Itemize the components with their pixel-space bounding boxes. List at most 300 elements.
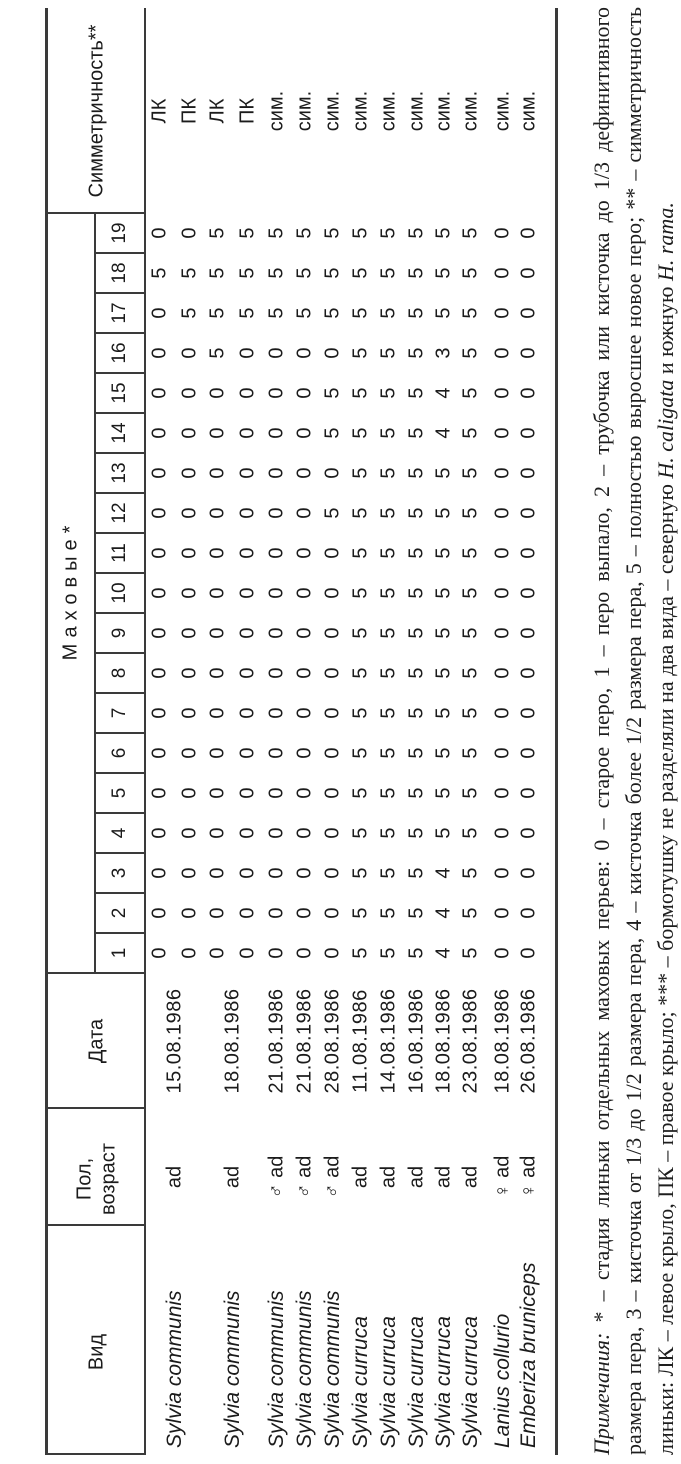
feather-score-cell: 5 (432, 667, 455, 679)
feather-score-cell: 5 (377, 627, 400, 639)
feather-score-cell: 0 (265, 347, 288, 359)
sex-age-cell: ♂ ad (321, 1155, 344, 1199)
feather-score-cell: 5 (459, 707, 482, 719)
feather-score-cell: 0 (517, 227, 540, 239)
footnote-text: и южную (653, 281, 678, 380)
feather-column-header: 13 (109, 462, 130, 484)
feather-score-cell: 0 (148, 787, 171, 799)
footnote-text: * – стадия линьки отдельных маховых перьев: 0 – старое перо, 1 – перо выпало, 2 – трубочка или кисточка до 1/3 дефинитивного (589, 7, 614, 1333)
feather-score-cell: 0 (206, 387, 229, 399)
feather-score-cell: 0 (517, 547, 540, 559)
feather-score-cell: 5 (377, 747, 400, 759)
feather-score-cell: 0 (178, 347, 201, 359)
feather-score-cell: 5 (377, 307, 400, 319)
feather-score-cell: 0 (517, 667, 540, 679)
symmetry-cell: сим. (377, 90, 400, 132)
feather-score-cell: 5 (459, 587, 482, 599)
feather-score-cell: 0 (148, 627, 171, 639)
feather-score-cell: 0 (265, 827, 288, 839)
feather-box-separator (95, 772, 145, 773)
sep-date-primaries (46, 972, 145, 973)
feather-score-cell: 0 (517, 467, 540, 479)
feather-score-cell: 0 (517, 627, 540, 639)
feather-score-cell: 5 (178, 307, 201, 319)
feather-score-cell: 5 (377, 867, 400, 879)
col-header-sex-age-line2: возраст (97, 1143, 120, 1215)
feather-score-cell: 0 (206, 667, 229, 679)
feather-score-cell: 5 (349, 507, 372, 519)
feather-score-cell: 0 (178, 667, 201, 679)
feather-score-cell: 4 (432, 867, 455, 879)
feather-box-separator (95, 412, 145, 413)
feather-score-cell: 5 (405, 267, 428, 279)
feather-score-cell: 5 (432, 707, 455, 719)
date-cell: 23.08.1986 (459, 988, 482, 1094)
feather-score-cell: 0 (293, 787, 316, 799)
feather-score-cell: 0 (321, 667, 344, 679)
date-cell: 15.08.1986 (163, 988, 186, 1094)
feather-score-cell: 5 (377, 667, 400, 679)
feather-score-cell: 5 (377, 587, 400, 599)
feather-score-cell: 0 (265, 507, 288, 519)
feather-score-cell: 5 (206, 267, 229, 279)
footnote-line (621, 7, 647, 1455)
feather-score-cell: 0 (236, 787, 259, 799)
feather-score-cell: 5 (377, 507, 400, 519)
sex-age-cell: ad (163, 1165, 186, 1189)
feather-score-cell: 0 (321, 787, 344, 799)
feather-score-cell: 0 (293, 627, 316, 639)
feather-score-cell: 5 (349, 227, 372, 239)
feather-score-cell: 0 (265, 547, 288, 559)
feather-score-cell: 5 (206, 347, 229, 359)
feather-score-cell: 0 (148, 547, 171, 559)
feather-score-cell: 0 (491, 307, 514, 319)
feather-score-cell: 5 (377, 347, 400, 359)
feather-score-cell: 0 (236, 667, 259, 679)
feather-score-cell: 0 (236, 867, 259, 879)
feather-score-cell: 0 (178, 467, 201, 479)
feather-score-cell: 0 (491, 787, 514, 799)
feather-score-cell: 5 (321, 427, 344, 439)
feather-score-cell: 0 (293, 867, 316, 879)
feather-score-cell: 0 (178, 547, 201, 559)
feather-score-cell: 0 (491, 947, 514, 959)
sex-age-cell: ♂ ad (265, 1155, 288, 1199)
feather-score-cell: 5 (178, 267, 201, 279)
feather-score-cell: 5 (349, 427, 372, 439)
feather-column-header: 16 (109, 342, 130, 364)
feather-column-header: 18 (109, 262, 130, 284)
feather-score-cell: 5 (265, 267, 288, 279)
date-cell: 18.08.1986 (491, 988, 514, 1094)
feather-column-header: 9 (109, 627, 130, 639)
feather-score-cell: 5 (377, 427, 400, 439)
feather-score-cell: 0 (178, 387, 201, 399)
species-cell: Sylvia curruca (405, 1316, 428, 1448)
feather-score-cell: 0 (148, 707, 171, 719)
feather-column-header: 15 (109, 382, 130, 404)
species-cell: Sylvia curruca (432, 1316, 455, 1448)
feather-score-cell: 0 (265, 947, 288, 959)
feather-score-cell: 5 (349, 787, 372, 799)
feather-score-cell: 0 (178, 747, 201, 759)
species-cell: Lanius collurio (491, 1313, 514, 1448)
feather-score-cell: 5 (293, 267, 316, 279)
feather-column-header: 2 (109, 907, 130, 919)
symmetry-cell: сим. (321, 90, 344, 132)
feather-score-cell: 0 (491, 587, 514, 599)
feather-box-separator (95, 372, 145, 373)
feather-score-cell: 5 (321, 267, 344, 279)
feather-score-cell: 5 (349, 387, 372, 399)
footnote-text: линьки: ЛК – левое крыло, ПК – правое крыло; *** – бормотушку не разделяли на два вида – северную (653, 478, 678, 1455)
feather-score-cell: 0 (178, 867, 201, 879)
feather-score-cell: 4 (432, 387, 455, 399)
feather-score-cell: 0 (236, 547, 259, 559)
sex-age-cell: ♀ ad (491, 1155, 514, 1199)
sex-age-cell: ad (221, 1165, 244, 1189)
feather-column-header: 7 (109, 707, 130, 719)
feather-score-cell: 5 (459, 227, 482, 239)
feather-score-cell: 5 (377, 467, 400, 479)
feather-score-cell: 0 (236, 947, 259, 959)
feather-box-separator (95, 932, 145, 933)
feather-score-cell: 0 (491, 267, 514, 279)
feather-score-cell: 0 (206, 547, 229, 559)
feather-score-cell: 0 (148, 747, 171, 759)
feather-score-cell: 0 (321, 707, 344, 719)
feather-score-cell: 5 (405, 507, 428, 519)
feather-score-cell: 0 (517, 427, 540, 439)
species-cell: Emberiza bruniceps (517, 1262, 540, 1448)
feather-score-cell: 5 (405, 307, 428, 319)
feather-score-cell: 0 (517, 747, 540, 759)
feather-score-cell: 0 (148, 307, 171, 319)
feather-score-cell: 0 (293, 467, 316, 479)
feather-score-cell: 0 (517, 387, 540, 399)
feather-score-cell: 0 (148, 507, 171, 519)
species-cell: Sylvia curruca (377, 1316, 400, 1448)
feather-score-cell: 0 (293, 707, 316, 719)
feather-score-cell: 5 (459, 387, 482, 399)
feather-score-cell: 5 (405, 827, 428, 839)
date-cell: 21.08.1986 (293, 988, 316, 1094)
feather-score-cell: 5 (293, 227, 316, 239)
feather-score-cell: 0 (293, 907, 316, 919)
feather-score-cell: 5 (459, 427, 482, 439)
feather-score-cell: 5 (349, 627, 372, 639)
feather-score-cell: 0 (491, 347, 514, 359)
feather-column-header: 6 (109, 747, 130, 759)
feather-score-cell: 0 (293, 347, 316, 359)
feather-score-cell: 5 (148, 267, 171, 279)
feather-score-cell: 5 (349, 707, 372, 719)
sex-age-cell: ad (349, 1165, 372, 1189)
feather-score-cell: 0 (178, 827, 201, 839)
feather-score-cell: 5 (349, 867, 372, 879)
feather-score-cell: 0 (293, 747, 316, 759)
feather-score-cell: 0 (236, 347, 259, 359)
feather-score-cell: 5 (321, 307, 344, 319)
feather-box-separator (95, 332, 145, 333)
feather-score-cell: 0 (148, 347, 171, 359)
footnote-italic-text: H. caligata (653, 379, 678, 479)
feather-score-cell: 0 (148, 587, 171, 599)
feather-score-cell: 0 (491, 227, 514, 239)
feather-score-cell: 0 (206, 427, 229, 439)
feather-score-cell: 5 (349, 907, 372, 919)
feather-score-cell: 0 (265, 627, 288, 639)
feather-score-cell: 0 (148, 467, 171, 479)
feather-box-separator (95, 292, 145, 293)
species-cell: Sylvia communis (293, 1290, 316, 1448)
feather-score-cell: 0 (178, 427, 201, 439)
feather-score-cell: 5 (432, 307, 455, 319)
feather-score-cell: 5 (265, 227, 288, 239)
col-header-sex-age-line1: Пол, (73, 1157, 96, 1201)
feather-score-cell: 0 (236, 747, 259, 759)
feather-score-cell: 0 (491, 627, 514, 639)
feather-score-cell: 5 (459, 307, 482, 319)
feather-score-cell: 5 (405, 707, 428, 719)
feather-score-cell: 0 (236, 507, 259, 519)
feather-score-cell: 5 (459, 947, 482, 959)
feather-score-cell: 5 (459, 627, 482, 639)
feather-score-cell: 5 (349, 467, 372, 479)
feather-score-cell: 5 (405, 667, 428, 679)
feather-score-cell: 5 (459, 467, 482, 479)
feather-column-header: 10 (109, 582, 130, 604)
footnote-line (589, 7, 615, 1455)
feather-score-cell: 5 (377, 947, 400, 959)
feather-score-cell: 0 (491, 667, 514, 679)
feather-score-cell: 5 (459, 747, 482, 759)
feather-score-cell: 0 (517, 907, 540, 919)
feather-score-cell: 5 (377, 827, 400, 839)
feather-score-cell: 0 (148, 667, 171, 679)
feather-score-cell: 5 (459, 827, 482, 839)
feather-score-cell: 0 (236, 707, 259, 719)
feather-score-cell: 5 (377, 387, 400, 399)
feather-score-cell: 5 (377, 227, 400, 239)
feather-score-cell: 0 (236, 907, 259, 919)
feather-score-cell: 5 (236, 307, 259, 319)
feather-score-cell: 0 (517, 507, 540, 519)
footnote-text: размера пера, 3 – кисточка от 1/3 до 1/2 размера пера, 4 – кисточка более 1/2 размера пера, 5 – полностью выросшее новое перо; ** – симметричность (621, 7, 646, 1455)
symmetry-cell: сим. (405, 90, 428, 132)
feather-box-separator (95, 452, 145, 453)
feather-score-cell: 0 (265, 667, 288, 679)
feather-score-cell: 5 (349, 347, 372, 359)
feather-score-cell: 0 (517, 307, 540, 319)
feather-column-header: 11 (109, 543, 130, 563)
feather-score-cell: 0 (265, 707, 288, 719)
feather-score-cell: 0 (178, 227, 201, 239)
sex-age-cell: ♂ ad (293, 1155, 316, 1199)
date-cell: 21.08.1986 (265, 988, 288, 1094)
feather-score-cell: 0 (321, 907, 344, 919)
feather-score-cell: 3 (432, 347, 455, 359)
feather-score-cell: 5 (349, 667, 372, 679)
feather-score-cell: 0 (517, 867, 540, 879)
feather-score-cell: 0 (491, 747, 514, 759)
feather-score-cell: 5 (236, 267, 259, 279)
species-cell: Sylvia communis (221, 1290, 244, 1448)
feather-score-cell: 0 (148, 827, 171, 839)
feather-score-cell: 5 (293, 307, 316, 319)
feather-box-separator (95, 492, 145, 493)
feather-score-cell: 0 (491, 907, 514, 919)
feather-score-cell: 0 (491, 387, 514, 399)
feather-score-cell: 5 (432, 467, 455, 479)
feather-score-cell: 5 (349, 267, 372, 279)
species-cell: Sylvia curruca (349, 1316, 372, 1448)
feather-column-header: 3 (109, 867, 130, 879)
col-header-date: Дата (85, 1018, 108, 1064)
feather-score-cell: 0 (236, 627, 259, 639)
feather-score-cell: 0 (236, 387, 259, 399)
feather-score-cell: 5 (432, 627, 455, 639)
sex-age-cell: ad (459, 1165, 482, 1189)
feather-box-separator (95, 532, 145, 533)
feather-score-cell: 0 (491, 467, 514, 479)
feather-score-cell: 0 (321, 347, 344, 359)
species-cell: Sylvia curruca (459, 1316, 482, 1448)
feather-score-cell: 0 (206, 747, 229, 759)
feather-score-cell: 0 (206, 947, 229, 959)
feather-score-cell: 0 (148, 427, 171, 439)
col-header-primaries: Маховые* (59, 519, 82, 661)
feather-score-cell: 0 (236, 827, 259, 839)
sex-age-cell: ad (432, 1165, 455, 1189)
feather-score-cell: 0 (265, 907, 288, 919)
feather-score-cell: 0 (293, 827, 316, 839)
feather-score-cell: 5 (349, 547, 372, 559)
feather-score-cell: 5 (349, 307, 372, 319)
feather-score-cell: 0 (206, 827, 229, 839)
symmetry-cell: сим. (349, 90, 372, 132)
feather-score-cell: 0 (265, 387, 288, 399)
header-stub-left-line (46, 1453, 145, 1454)
primaries-subheader-line (94, 213, 95, 973)
feather-score-cell: 0 (517, 787, 540, 799)
col-header-species: Вид (85, 1333, 108, 1371)
symmetry-cell: ЛК (206, 98, 229, 124)
feather-score-cell: 5 (206, 227, 229, 239)
feather-score-cell: 5 (405, 547, 428, 559)
feather-score-cell: 0 (321, 947, 344, 959)
feather-score-cell: 4 (432, 427, 455, 439)
table-top-rule (45, 8, 48, 1455)
feather-score-cell: 0 (321, 467, 344, 479)
symmetry-cell: ЛК (148, 98, 171, 124)
feather-score-cell: 0 (265, 467, 288, 479)
feather-score-cell: 5 (459, 867, 482, 879)
feather-box-separator (95, 612, 145, 613)
feather-score-cell: 0 (206, 467, 229, 479)
feather-score-cell: 0 (293, 427, 316, 439)
feather-score-cell: 0 (293, 667, 316, 679)
date-cell: 18.08.1986 (432, 988, 455, 1094)
sex-age-cell: ad (377, 1165, 400, 1189)
feather-score-cell: 5 (432, 547, 455, 559)
sep-sex-date (46, 1107, 145, 1108)
feather-score-cell: 5 (459, 787, 482, 799)
feather-score-cell: 5 (432, 587, 455, 599)
feather-score-cell: 0 (321, 627, 344, 639)
feather-score-cell: 0 (178, 787, 201, 799)
feather-score-cell: 0 (293, 507, 316, 519)
feather-score-cell: 0 (206, 627, 229, 639)
feather-score-cell: 5 (459, 267, 482, 279)
feather-score-cell: 5 (432, 267, 455, 279)
feather-column-header: 5 (109, 787, 130, 799)
feather-score-cell: 0 (321, 867, 344, 879)
feather-box-separator (95, 732, 145, 733)
date-cell: 18.08.1986 (221, 988, 244, 1094)
feather-score-cell: 5 (405, 467, 428, 479)
feather-score-cell: 4 (432, 907, 455, 919)
symmetry-cell: сим. (265, 90, 288, 132)
feather-score-cell: 0 (517, 827, 540, 839)
feather-score-cell: 0 (236, 427, 259, 439)
feather-score-cell: 0 (178, 707, 201, 719)
feather-score-cell: 4 (432, 947, 455, 959)
feather-score-cell: 5 (265, 307, 288, 319)
feather-score-cell: 0 (321, 587, 344, 599)
feather-score-cell: 0 (517, 267, 540, 279)
feather-score-cell: 0 (517, 587, 540, 599)
feather-score-cell: 5 (349, 587, 372, 599)
feather-score-cell: 5 (321, 227, 344, 239)
feather-score-cell: 0 (206, 507, 229, 519)
feather-score-cell: 5 (321, 507, 344, 519)
feather-score-cell: 5 (405, 747, 428, 759)
feather-score-cell: 5 (432, 507, 455, 519)
feather-column-header: 19 (109, 222, 130, 244)
feather-score-cell: 0 (265, 427, 288, 439)
feather-score-cell: 0 (321, 747, 344, 759)
feather-score-cell: 5 (459, 547, 482, 559)
feather-score-cell: 5 (459, 667, 482, 679)
species-cell: Sylvia communis (321, 1290, 344, 1448)
feather-score-cell: 0 (491, 827, 514, 839)
feather-score-cell: 5 (405, 867, 428, 879)
feather-score-cell: 5 (321, 387, 344, 399)
feather-score-cell: 0 (293, 547, 316, 559)
feather-score-cell: 0 (491, 867, 514, 879)
feather-score-cell: 5 (377, 267, 400, 279)
feather-box-separator (95, 892, 145, 893)
species-cell: Sylvia communis (265, 1290, 288, 1448)
feather-score-cell: 5 (405, 387, 428, 399)
feather-score-cell: 0 (206, 787, 229, 799)
feather-score-cell: 0 (293, 947, 316, 959)
feather-box-separator (95, 812, 145, 813)
feather-score-cell: 5 (349, 947, 372, 959)
species-cell: Sylvia communis (163, 1290, 186, 1448)
feather-score-cell: 0 (293, 387, 316, 399)
feather-score-cell: 5 (432, 827, 455, 839)
feather-score-cell: 5 (405, 347, 428, 359)
feather-column-header: 12 (109, 502, 130, 524)
symmetry-cell: сим. (491, 90, 514, 132)
feather-score-cell: 5 (405, 947, 428, 959)
feather-score-cell: 0 (236, 587, 259, 599)
feather-score-cell: 0 (265, 867, 288, 879)
table-bottom-rule (555, 8, 558, 1455)
